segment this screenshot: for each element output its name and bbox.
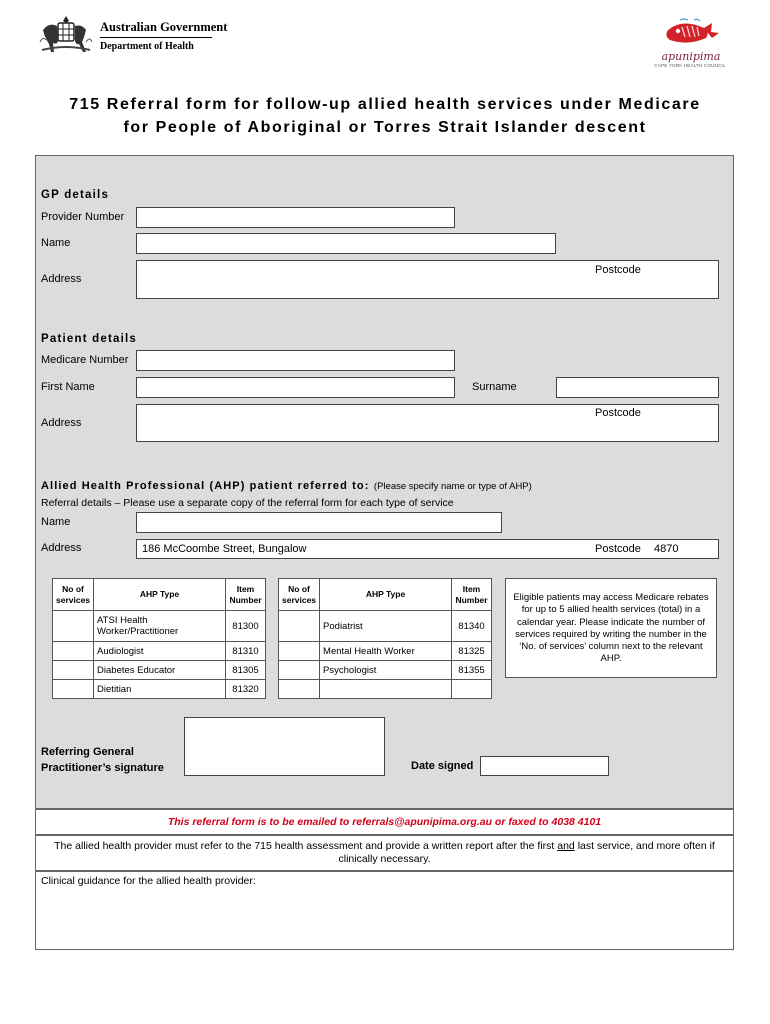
services-cell[interactable] <box>279 642 320 661</box>
patient-surname-field[interactable] <box>556 377 719 398</box>
item-number-column-header: Item Number <box>452 579 492 611</box>
form-title-line2: for People of Aboriginal or Torres Strait Islander descent <box>123 119 647 136</box>
eligibility-note: Eligible patients may access Medicare rebates for up to 5 allied health services (total) in a calendar year. Please indicate the number of services required by writing the number in the ‘No. of services’ column next to the relevant AHP. <box>505 578 717 678</box>
item-number-cell: 81355 <box>452 661 492 680</box>
ahp-heading-row <box>41 476 532 494</box>
signature-label: Referring General Practitioner’s signature <box>41 746 164 774</box>
patient-postcode-label: Postcode <box>595 407 641 419</box>
table-row <box>53 611 266 642</box>
item-number-cell: 81310 <box>226 642 266 661</box>
services-cell[interactable] <box>279 680 320 699</box>
form-title <box>0 93 770 139</box>
services-cell[interactable] <box>53 611 94 642</box>
ahp-type-cell: Podiatrist <box>320 611 452 642</box>
referral-details-note: Referral details – Please use a separate copy of the referral form for each type of service <box>41 497 454 509</box>
gp-postcode-label: Postcode <box>595 264 641 276</box>
allied-provider-note: The allied health provider must refer to the 715 health assessment and provide a written report after the first and last service, and more often if clinically necessary. <box>35 835 734 871</box>
ahp-type-cell <box>320 680 452 699</box>
department-name: Department of Health <box>100 41 194 52</box>
table-row <box>53 661 266 680</box>
services-cell[interactable] <box>53 661 94 680</box>
coat-of-arms-icon <box>36 12 96 56</box>
ahp-type-cell: Mental Health Worker <box>320 642 452 661</box>
gp-name-label: Name <box>41 237 71 249</box>
ahp-postcode-value: 4870 <box>654 543 679 555</box>
services-column-header: No of services <box>53 579 94 611</box>
ahp-type-column-header: AHP Type <box>320 579 452 611</box>
patient-first-name-field[interactable] <box>136 377 455 398</box>
ahp-address-value: 186 McCoombe Street, Bungalow <box>142 543 307 555</box>
item-number-cell: 81340 <box>452 611 492 642</box>
email-fax-instruction: This referral form is to be emailed to referrals@apunipima.org.au or faxed to 4038 4101 <box>35 809 734 835</box>
gp-details-heading: GP details <box>41 189 110 201</box>
date-signed-label: Date signed <box>411 760 474 772</box>
patient-surname-label: Surname <box>472 381 517 393</box>
item-number-cell: 81300 <box>226 611 266 642</box>
ahp-address-label: Address <box>41 542 82 554</box>
ahp-type-cell: Diabetes Educator <box>94 661 226 680</box>
gp-signature-field[interactable] <box>184 717 385 776</box>
item-number-cell: 81325 <box>452 642 492 661</box>
table-row <box>53 642 266 661</box>
services-cell[interactable] <box>53 642 94 661</box>
clinical-guidance-label: Clinical guidance for the allied health provider: <box>41 875 256 887</box>
ahp-table-left <box>52 578 266 699</box>
ahp-type-cell: Dietitian <box>94 680 226 699</box>
emphasis-and: and <box>557 840 575 852</box>
ahp-type-column-header: AHP Type <box>94 579 226 611</box>
ahp-name-field[interactable] <box>136 512 502 533</box>
services-cell[interactable] <box>279 611 320 642</box>
apunipima-tagline: CAPE YORK HEALTH COUNCIL <box>654 63 726 68</box>
apunipima-wordmark: apunipima <box>661 50 721 63</box>
ahp-heading-note: (Please specify name or type of AHP) <box>373 481 532 492</box>
date-signed-field[interactable] <box>480 756 609 776</box>
ahp-name-label: Name <box>41 516 71 528</box>
ahp-postcode-label: Postcode <box>595 543 641 555</box>
table-row <box>279 661 492 680</box>
table-row <box>279 680 492 699</box>
table-row <box>279 611 492 642</box>
ahp-table-right <box>278 578 492 699</box>
services-cell[interactable] <box>53 680 94 699</box>
ahp-type-cell: Audiologist <box>94 642 226 661</box>
government-name: Australian Government <box>100 20 228 34</box>
patient-medicare-field[interactable] <box>136 350 455 371</box>
gp-name-field[interactable] <box>136 233 556 254</box>
ahp-heading: Allied Health Professional (AHP) patient referred to: <box>41 480 370 492</box>
patient-address-label: Address <box>41 417 82 429</box>
item-number-cell: 81305 <box>226 661 266 680</box>
item-number-cell <box>452 680 492 699</box>
table-row <box>279 642 492 661</box>
clinical-guidance-field[interactable] <box>35 871 734 950</box>
services-column-header: No of services <box>279 579 320 611</box>
services-cell[interactable] <box>279 661 320 680</box>
item-number-column-header: Item Number <box>226 579 266 611</box>
header-divider <box>100 37 212 38</box>
ahp-type-cell: Psychologist <box>320 661 452 680</box>
ahp-type-cell: ATSI Health Worker/Practitioner <box>94 611 226 642</box>
table-row <box>53 680 266 699</box>
patient-details-heading: Patient details <box>41 333 137 345</box>
patient-medicare-label: Medicare Number <box>41 354 129 366</box>
gp-address-label: Address <box>41 273 82 285</box>
item-number-cell: 81320 <box>226 680 266 699</box>
ahp-address-field[interactable] <box>136 539 719 559</box>
form-title-line1: 715 Referral form for follow-up allied health services under Medicare <box>69 96 701 113</box>
patient-first-name-label: First Name <box>41 381 95 393</box>
gp-provider-number-label: Provider Number <box>41 211 125 223</box>
gp-provider-number-field[interactable] <box>136 207 455 228</box>
